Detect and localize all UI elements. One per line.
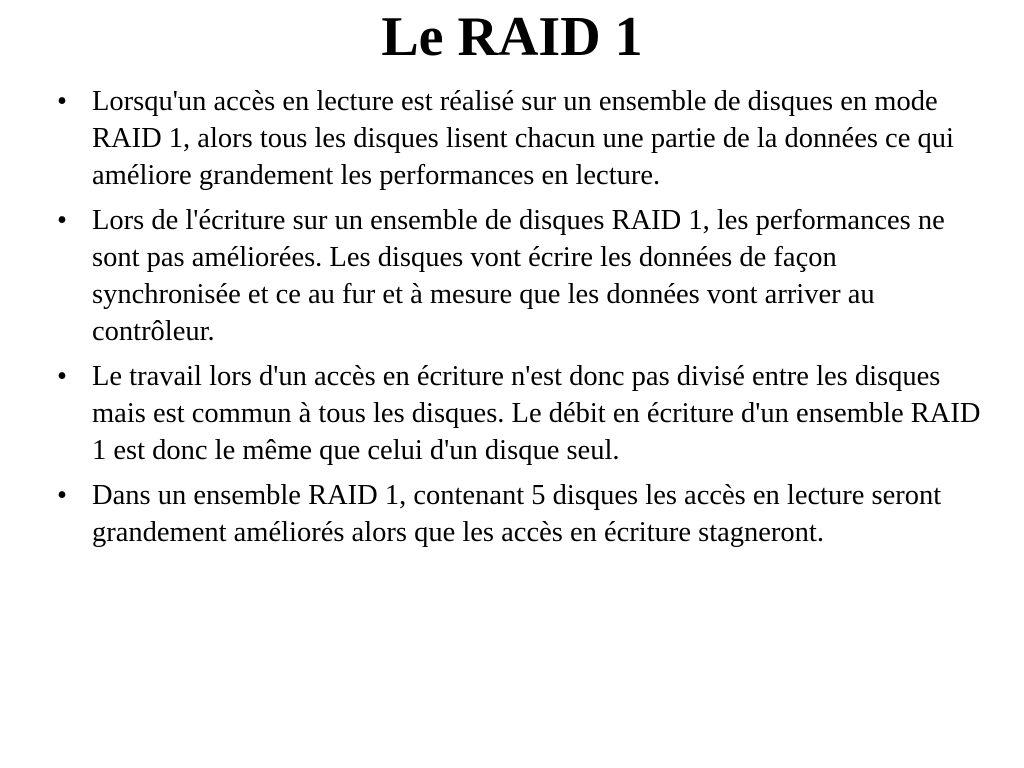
bullet-icon: • [57,361,67,392]
slide-title: Le RAID 1 [381,6,643,68]
bullet-text: Dans un ensemble RAID 1, contenant 5 disques les accès en lecture seront grandement améliorés alors que les accès en écriture stagneront. [92,480,942,548]
bullet-item [50,83,990,194]
bullet-icon: • [57,480,67,511]
bullet-text: Lorsqu'un accès en lecture est réalisé sur un ensemble de disques en mode RAID 1, alors tous les disques lisent chacun une partie de la données ce qui améliore grandement les performances en lecture. [92,86,954,191]
bullet-item [50,202,990,350]
bullet-item [50,358,990,469]
bullet-item [50,477,990,551]
bullet-icon: • [57,205,67,236]
bullet-icon: • [57,86,67,117]
bullet-list [50,83,990,559]
bullet-text: Le travail lors d'un accès en écriture n'est donc pas divisé entre les disques mais est commun à tous les disques. Le débit en écriture d'un ensemble RAID 1 est donc le même que celui d'un disque seul. [92,361,981,466]
bullet-text: Lors de l'écriture sur un ensemble de disques RAID 1, les performances ne sont pas améliorées. Les disques vont écrire les données de façon synchronisée et ce au fur et à mesure que les données vont arriver au contrôleur. [92,205,945,347]
